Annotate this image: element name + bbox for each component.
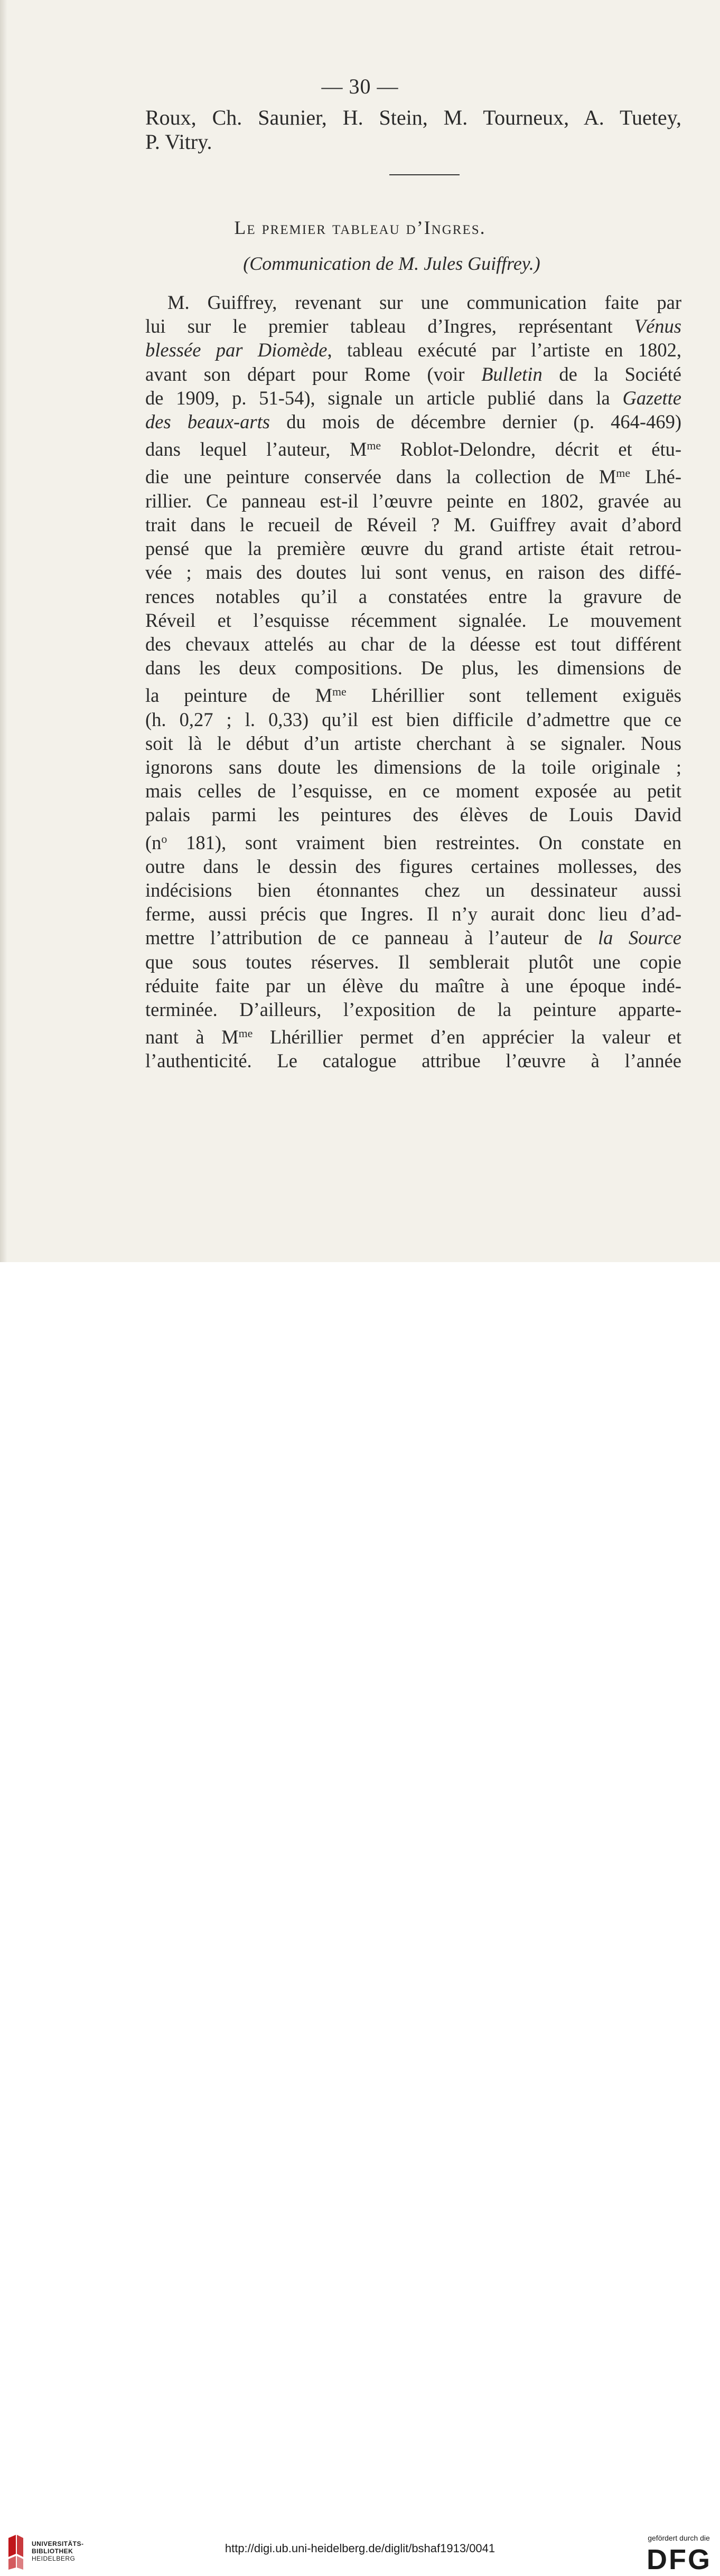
body-line: de 1909, p. 51-54), signale un article publié dans la Gazette [145, 387, 681, 409]
body-line: ($n^o$ 181), sont vraiment bien restreintes. On constate en [145, 831, 681, 853]
library-name-line-1: UNIVERSITÄTS- [32, 2540, 84, 2547]
library-name-line-3: HEIDELBERG [32, 2555, 76, 2562]
body-line: rillier. Ce panneau est-il l’œuvre peinte en 1802, gravée au [145, 490, 681, 512]
body-line: mettre l’attribution de ce panneau à l’auteur de la Source [145, 927, 681, 949]
body-line: outre dans le dessin des figures certaines mollesses, des [145, 855, 681, 877]
body-line: la peinture de $M^{me}$ Lhérillier sont tellement exiguës [145, 684, 681, 707]
body-line: (h. 0,27 ; l. 0,33) qu’il est bien difficile d’admettre que ce [145, 708, 681, 730]
article-subtitle: (Communication de M. Jules Guiffrey.) [243, 253, 540, 274]
body-line: l’authenticité. Le catalogue attribue l’œuvre à l’année [145, 1050, 681, 1072]
page-edge-shadow [0, 0, 7, 1262]
body-line: indécisions bien étonnantes chez un dessinateur aussi [145, 879, 681, 901]
funder-note: gefördert durch die [648, 2534, 710, 2542]
body-line: lui sur le premier tableau d’Ingres, représentant Vénus [145, 315, 681, 337]
body-line: trait dans le recueil de Réveil ? M. Guiffrey avait d’abord [145, 513, 681, 535]
body-line: avant son départ pour Rome (voir Bulletin de la Société [145, 363, 682, 385]
continued-line-2: P. Vitry. [145, 130, 212, 154]
article-body [145, 290, 681, 1073]
body-line: blessée par Diomède, tableau exécuté par l’artiste en 1802, [145, 339, 681, 361]
article-title: Le premier tableau d’Ingres. [234, 217, 486, 238]
body-line: M. Guiffrey, revenant sur une communication faite par [167, 292, 681, 313]
body-line: que sous toutes réserves. Il semblerait plutôt une copie [145, 951, 681, 973]
body-line: mais celles de l’esquisse, en ce moment exposée au petit [145, 780, 681, 802]
document-page [0, 0, 720, 1262]
body-line: des chevaux attelés au char de la déesse est tout différent [145, 633, 681, 655]
section-divider [389, 174, 460, 175]
body-line: rences notables qu’il a constatées entre la gravure de [145, 585, 681, 607]
body-line: réduite faite par un élève du maître à une époque indé- [145, 974, 681, 996]
body-line: pensé que la première œuvre du grand artiste était retrou- [145, 538, 681, 560]
body-line: terminée. D’ailleurs, l’exposition de la peinture apparte- [145, 999, 681, 1021]
source-url-link[interactable]: http://digi.ub.uni-heidelberg.de/diglit/bshaf1913/0041 [225, 2542, 495, 2555]
continued-line-1: Roux, Ch. Saunier, H. Stein, M. Tourneux, A. Tuetey, [145, 106, 681, 129]
body-line: ignorons sans doute les dimensions de la toile originale ; [145, 756, 681, 778]
body-line: vée ; mais des doutes lui sont venus, en raison des diffé- [145, 561, 681, 584]
digitization-footer [0, 1262, 720, 2575]
dfg-logo: DFG [647, 2544, 712, 2575]
body-line: des beaux-arts du mois de décembre dernier (p. 464-469) [145, 411, 681, 433]
page-number: — 30 — [321, 74, 399, 98]
body-line: dans lequel l’auteur, $M^{me}$ Roblot-Delondre, décrit et étu- [145, 438, 681, 460]
library-name-line-2: BIBLIOTHEK [32, 2547, 73, 2555]
continued-text [145, 106, 681, 154]
body-line: ferme, aussi précis que Ingres. Il n’y aurait donc lieu d’ad- [145, 903, 681, 925]
body-line: die une peinture conservée dans la collection de $M^{me}$ Lhé- [145, 466, 682, 488]
body-line: nant à $M^{me}$ Lhérillier permet d’en apprécier la valeur et [145, 1026, 681, 1048]
body-line: soit là le début d’un artiste cherchant à se signaler. Nous [145, 732, 681, 754]
body-line: dans les deux compositions. De plus, les dimensions de [145, 657, 681, 679]
body-line: Réveil et l’esquisse récemment signalée. Le mouvement [145, 609, 681, 631]
body-line: palais parmi les peintures des élèves de Louis David [145, 804, 681, 826]
